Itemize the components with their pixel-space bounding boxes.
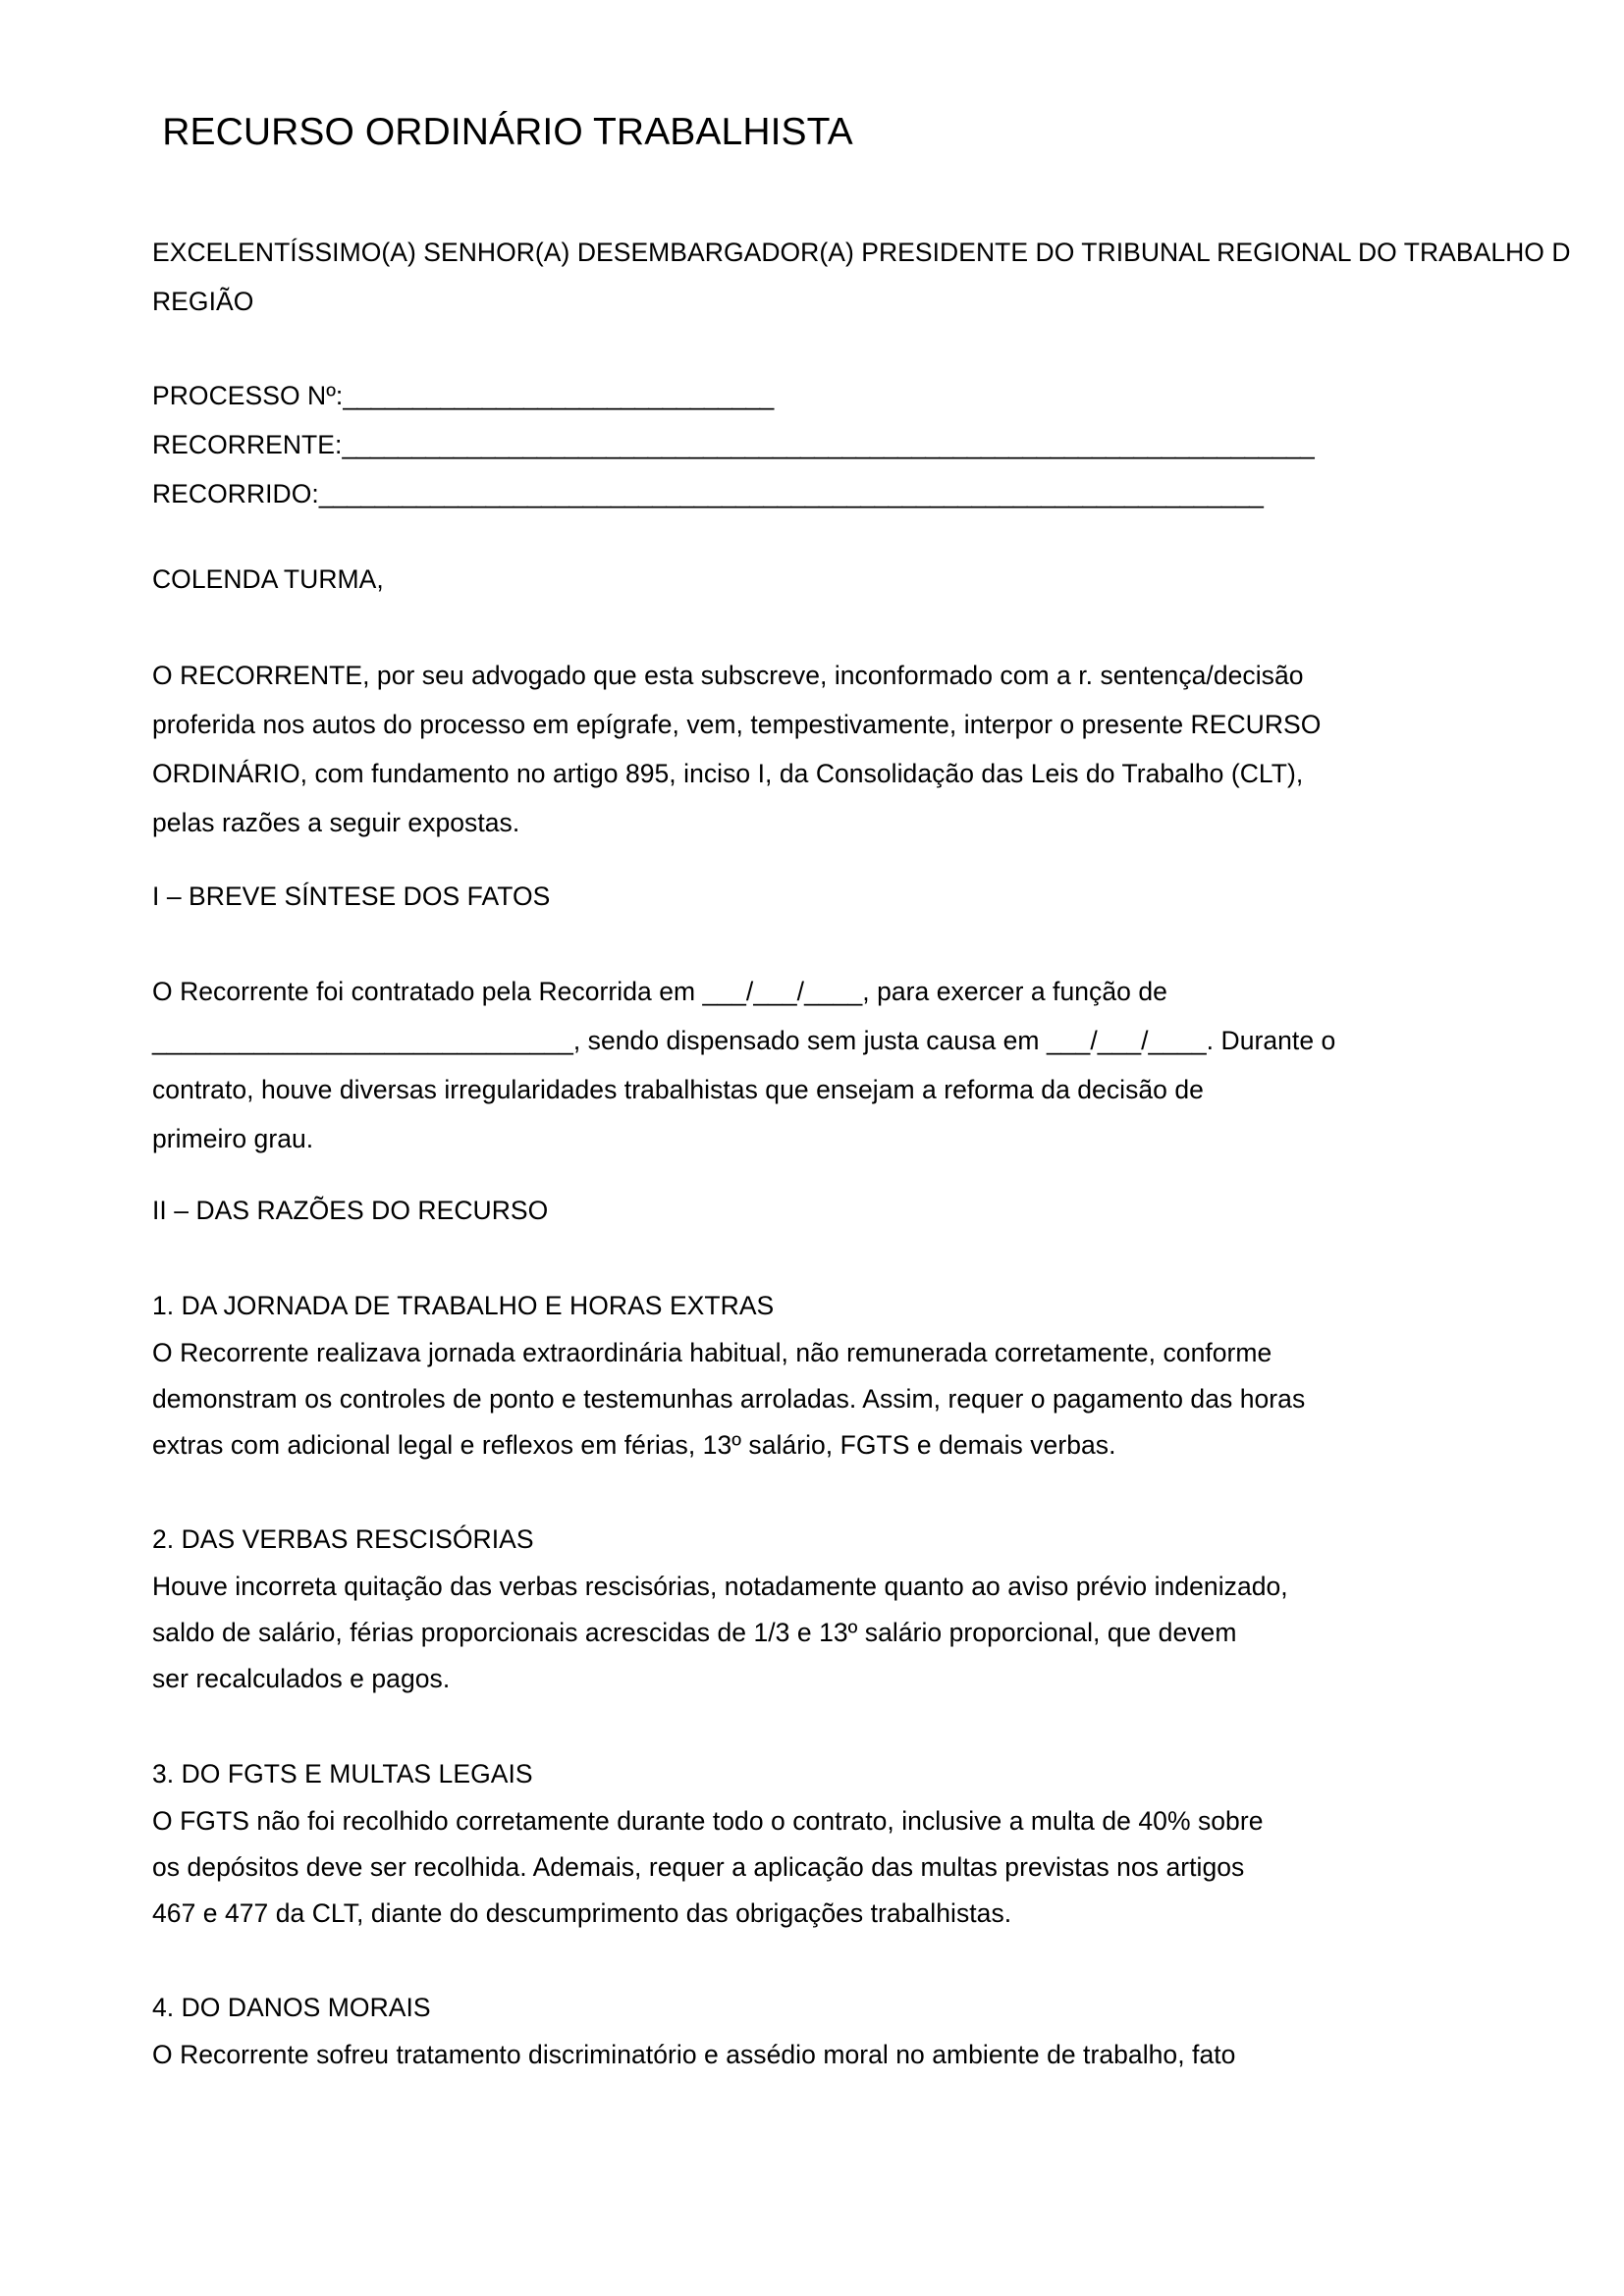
argument-4 bbox=[152, 1983, 1235, 2078]
argument-4-line: O Recorrente sofreu tratamento discriminatório e assédio moral no ambiente de trabalho, fato bbox=[152, 2040, 1236, 2069]
argument-3 bbox=[152, 1749, 1264, 1937]
section-i-line: contrato, houve diversas irregularidades trabalhistas que ensejam a reforma da decisão de bbox=[152, 1075, 1204, 1104]
case-fields-block bbox=[152, 371, 1314, 518]
argument-1-line: demonstram os controles de ponto e testemunhas arroladas. Assim, requer o pagamento das horas bbox=[152, 1384, 1306, 1414]
field-recorrente-blank[interactable]: ______________________________________________________________________ bbox=[342, 430, 1315, 459]
section-i-line: primeiro grau. bbox=[152, 1124, 314, 1153]
salutation: COLENDA TURMA, bbox=[152, 564, 384, 594]
addressee-block bbox=[152, 228, 1571, 326]
section-i-line: _____________________________, sendo dispensado sem justa causa em ___/___/____. Durante o bbox=[152, 1026, 1336, 1055]
section-heading-i bbox=[152, 872, 550, 921]
argument-1-line: O Recorrente realizava jornada extraordinária habitual, não remunerada corretamente, conforme bbox=[152, 1338, 1272, 1367]
section-i-paragraph bbox=[152, 967, 1335, 1163]
argument-2-line: saldo de salário, férias proporcionais acrescidas de 1/3 e 13º salário proporcional, que devem bbox=[152, 1618, 1237, 1647]
section-i-heading-text: I – BREVE SÍNTESE DOS FATOS bbox=[152, 881, 551, 911]
argument-3-line: os depósitos deve ser recolhida. Ademais, requer a aplicação das multas previstas nos artigos bbox=[152, 1852, 1245, 1882]
field-recorrente-label: RECORRENTE: bbox=[152, 430, 343, 459]
argument-1-heading: 1. DA JORNADA DE TRABALHO E HORAS EXTRAS bbox=[152, 1291, 775, 1320]
field-recorrido-blank[interactable]: ____________________________________________________________________ bbox=[318, 479, 1264, 508]
intro-paragraph bbox=[152, 651, 1321, 847]
section-i-line: O Recorrente foi contratado pela Recorrida em ___/___/____, para exercer a função de bbox=[152, 977, 1167, 1006]
field-recorrido-label: RECORRIDO: bbox=[152, 479, 319, 508]
page-title: RECURSO ORDINÁRIO TRABALHISTA bbox=[162, 111, 853, 153]
field-processo bbox=[152, 371, 1314, 420]
argument-1-line: extras com adicional legal e reflexos em férias, 13º salário, FGTS e demais verbas. bbox=[152, 1430, 1116, 1460]
intro-paragraph-line: proferida nos autos do processo em epígrafe, vem, tempestivamente, interpor o presente RECURSO bbox=[152, 710, 1322, 739]
argument-3-heading: 3. DO FGTS E MULTAS LEGAIS bbox=[152, 1759, 533, 1789]
argument-2-line: Houve incorreta quitação das verbas rescisórias, notadamente quanto ao aviso prévio indenizado, bbox=[152, 1572, 1288, 1601]
section-ii-heading-text: II – DAS RAZÕES DO RECURSO bbox=[152, 1196, 549, 1225]
intro-paragraph-line: O RECORRENTE, por seu advogado que esta subscreve, inconformado com a r. sentença/decisão bbox=[152, 661, 1304, 690]
addressee-line-1: EXCELENTÍSSIMO(A) SENHOR(A) DESEMBARGADOR(A) PRESIDENTE DO TRIBUNAL REGIONAL DO TRABALHO D bbox=[152, 238, 1571, 267]
argument-2-heading: 2. DAS VERBAS RESCISÓRIAS bbox=[152, 1524, 534, 1554]
field-processo-label: PROCESSO Nº: bbox=[152, 381, 344, 410]
field-processo-blank[interactable]: _______________________________ bbox=[343, 381, 774, 410]
field-recorrido bbox=[152, 469, 1314, 518]
argument-3-line: 467 e 477 da CLT, diante do descumprimento das obrigações trabalhistas. bbox=[152, 1898, 1012, 1928]
argument-2 bbox=[152, 1515, 1288, 1702]
argument-3-line: O FGTS não foi recolhido corretamente durante todo o contrato, inclusive a multa de 40% sobre bbox=[152, 1806, 1264, 1836]
argument-2-line: ser recalculados e pagos. bbox=[152, 1664, 451, 1693]
intro-paragraph-line: ORDINÁRIO, com fundamento no artigo 895, inciso I, da Consolidação das Leis do Trabalho (CLT), bbox=[152, 759, 1304, 788]
field-recorrente bbox=[152, 420, 1314, 469]
addressee-line-2: REGIÃO bbox=[152, 287, 254, 316]
intro-paragraph-line: pelas razões a seguir expostas. bbox=[152, 808, 520, 837]
section-heading-ii bbox=[152, 1186, 548, 1235]
argument-1 bbox=[152, 1281, 1305, 1468]
salutation-block bbox=[152, 555, 384, 604]
argument-4-heading: 4. DO DANOS MORAIS bbox=[152, 1993, 431, 2022]
